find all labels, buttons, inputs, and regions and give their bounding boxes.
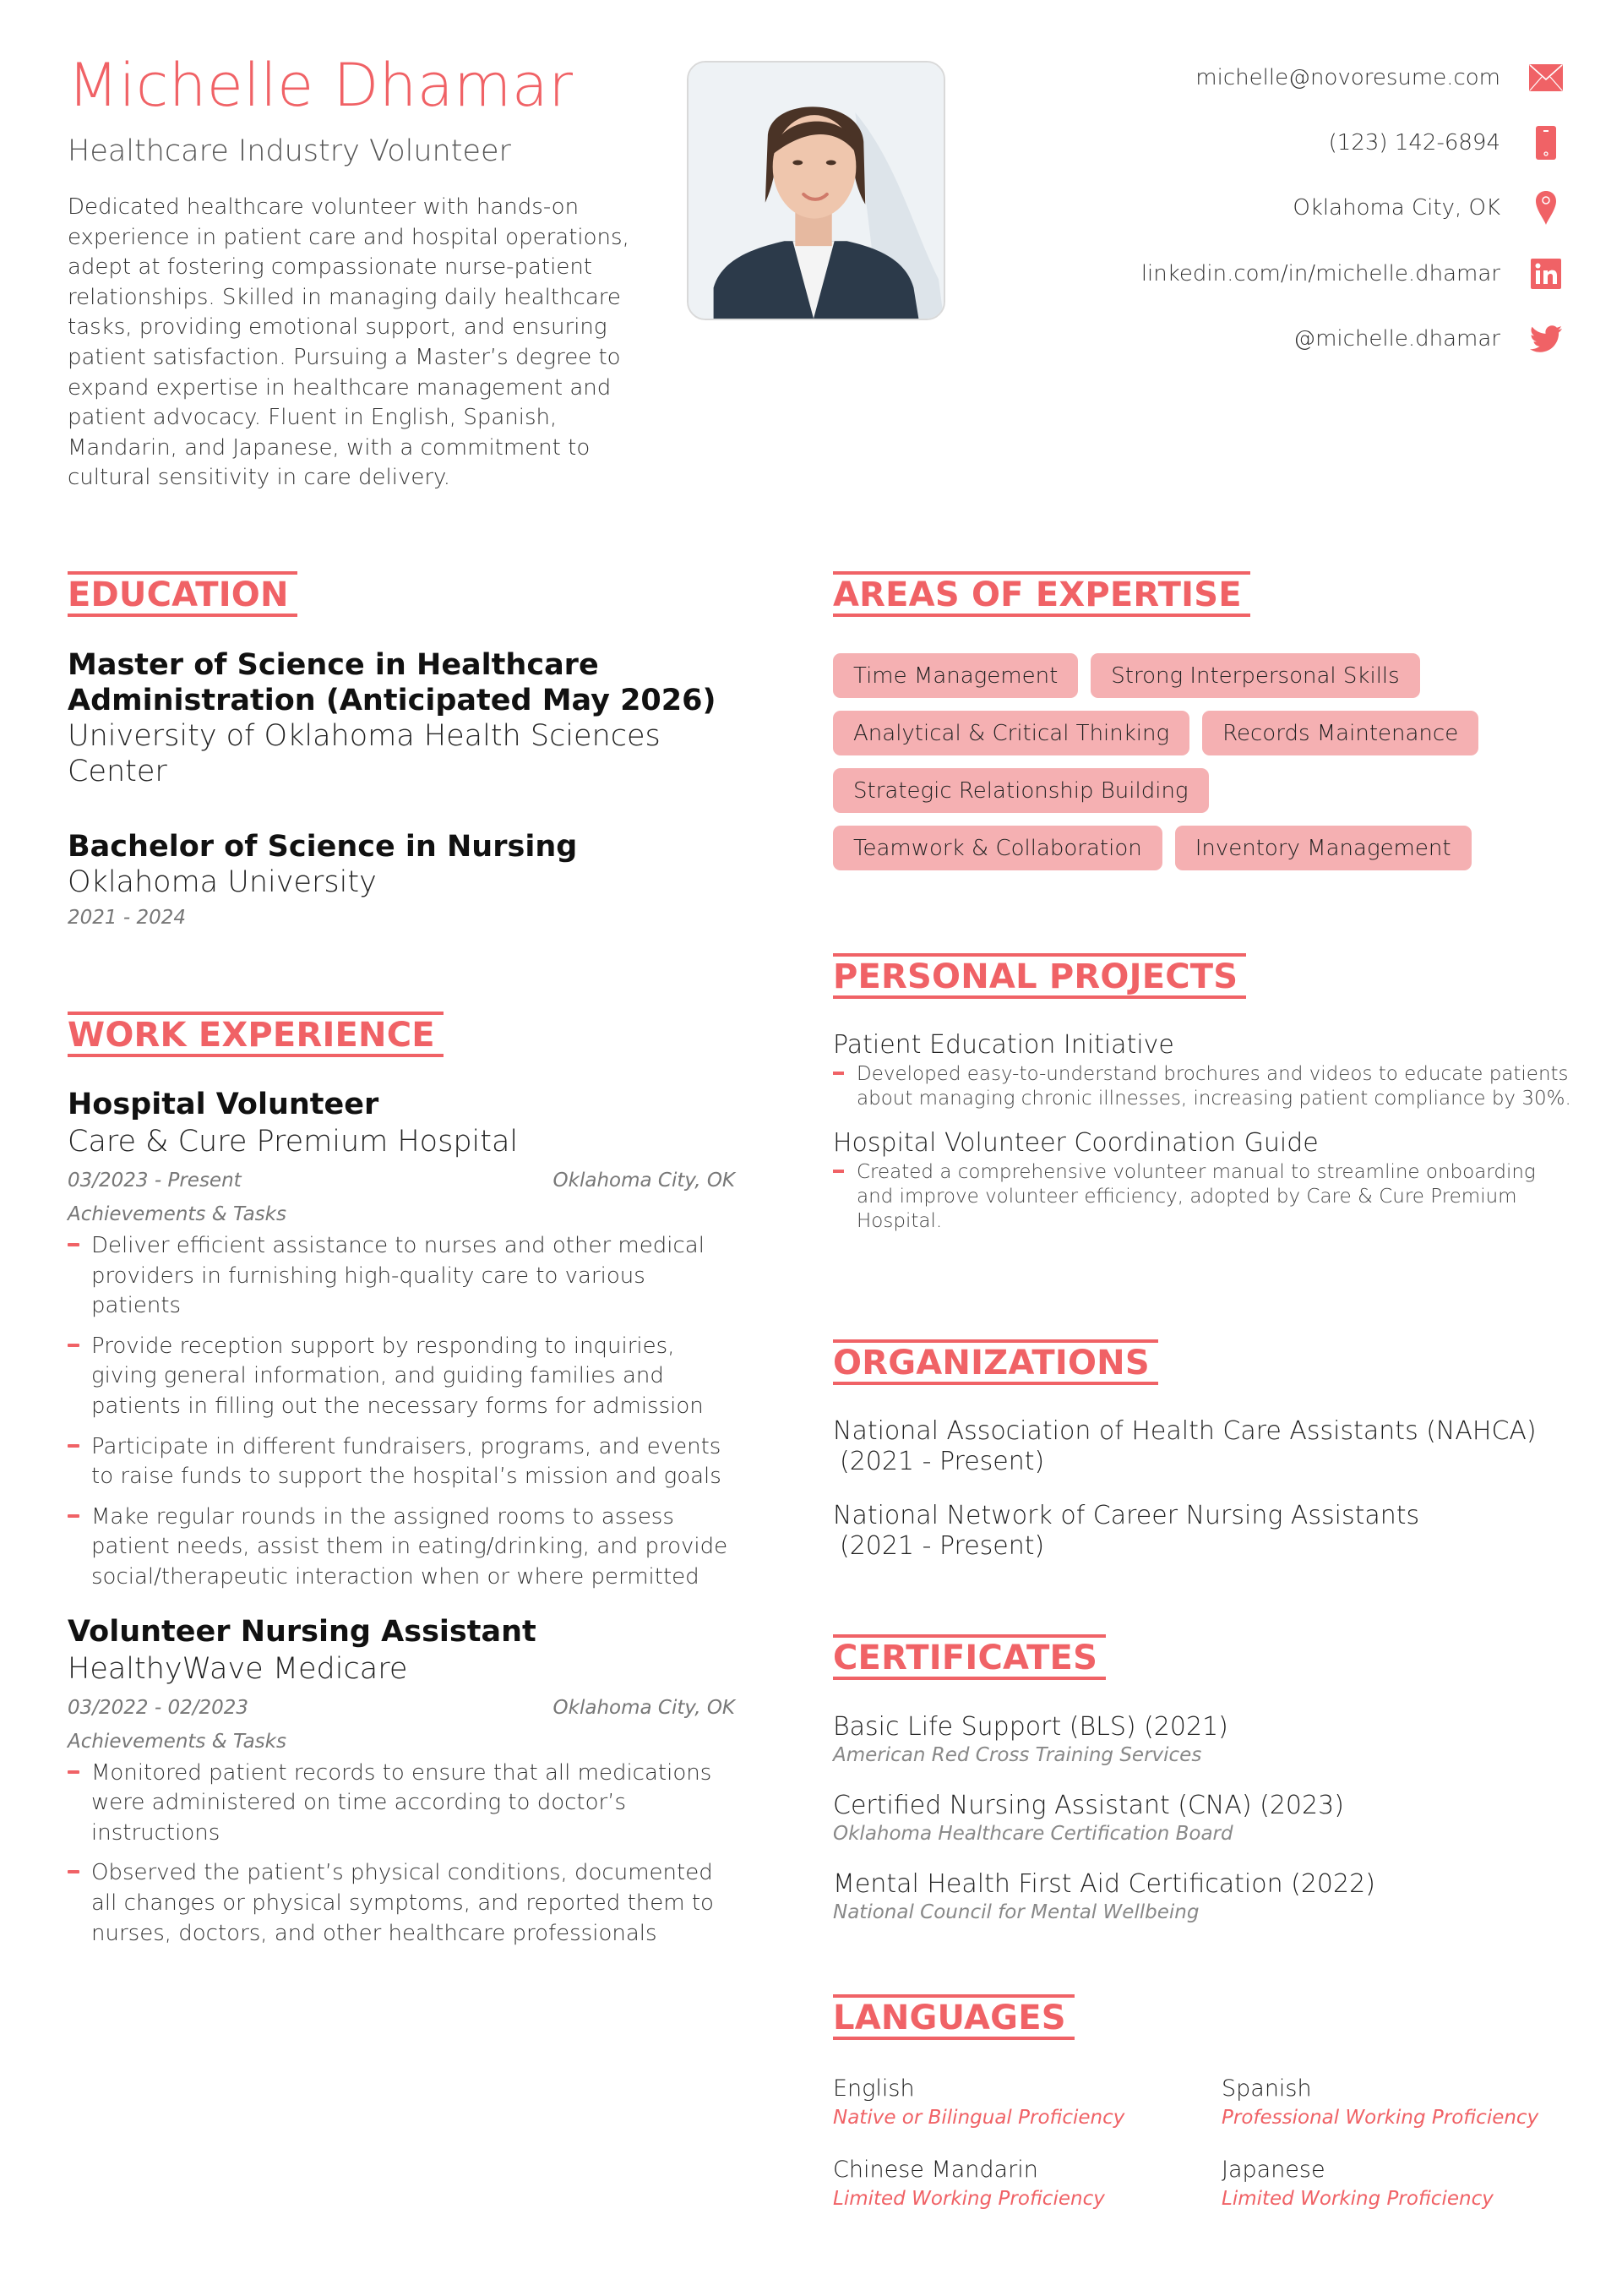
contact-linkedin[interactable] bbox=[1141, 257, 1563, 291]
bullet-text: Created a comprehensive volunteer manual to streamline onboarding and improve volunteer efficiency, adopted by Care & Cure Premium Hospital. bbox=[857, 1161, 1536, 1232]
job-entry bbox=[68, 1613, 735, 1950]
twitter-icon bbox=[1529, 322, 1563, 356]
language-level: Native or Bilingual Proficiency bbox=[833, 2107, 1125, 2129]
bullet-text: Observed the patient’s physical conditions, documented all changes or physical symptoms, and reported them to nurses, doctors, and other healthcare professionals bbox=[91, 1860, 714, 1946]
certificate-issuer: American Red Cross Training Services bbox=[833, 1744, 1202, 1766]
job-bullets bbox=[68, 1231, 735, 1593]
certificate-issuer: National Council for Mental Wellbeing bbox=[833, 1901, 1200, 1923]
project-item bbox=[833, 1126, 1576, 1234]
school-name: University of Oklahoma Health Sciences Center bbox=[68, 719, 661, 788]
skill-tag: Strategic Relationship Building bbox=[833, 768, 1209, 813]
company-name: HealthyWave Medicare bbox=[68, 1651, 408, 1686]
job-location: Oklahoma City, OK bbox=[552, 1696, 735, 1719]
job-title: Hospital Volunteer bbox=[68, 1088, 379, 1121]
bullet-item bbox=[68, 1502, 735, 1593]
degree-title: Bachelor of Science in Nursing bbox=[68, 830, 578, 864]
skill-tag: Teamwork & Collaboration bbox=[833, 826, 1162, 870]
contact-twitter[interactable] bbox=[1293, 322, 1563, 356]
organization-item bbox=[833, 1501, 1576, 1562]
dash-bullet-icon bbox=[68, 1514, 79, 1518]
skill-tag: Analytical & Critical Thinking bbox=[833, 711, 1189, 755]
contact-email[interactable] bbox=[1195, 61, 1563, 95]
achievements-label: Achievements & Tasks bbox=[68, 1730, 286, 1753]
education-dates: 2021 - 2024 bbox=[68, 907, 186, 929]
education-item bbox=[68, 829, 735, 930]
bullet-item bbox=[68, 1759, 735, 1849]
language-item bbox=[1222, 2074, 1576, 2131]
bullet-item bbox=[68, 1432, 735, 1492]
certificate-name: Basic Life Support (BLS) (2021) bbox=[833, 1712, 1228, 1742]
organization-item bbox=[833, 1416, 1576, 1477]
organization-name: National Network of Career Nursing Assistants bbox=[833, 1501, 1420, 1530]
bullet-text: Developed easy-to-understand brochures and videos to educate patients about managing chronic illnesses, increasing patient compliance by 30%. bbox=[857, 1063, 1571, 1110]
language-name: English bbox=[833, 2075, 915, 2102]
job-location: Oklahoma City, OK bbox=[552, 1170, 735, 1192]
languages-list bbox=[833, 2074, 1576, 2212]
expertise-heading: AREAS OF EXPERTISE bbox=[833, 571, 1250, 617]
certificate-name: Certified Nursing Assistant (CNA) (2023) bbox=[833, 1791, 1344, 1820]
contact-location bbox=[1293, 191, 1563, 225]
language-level: Professional Working Proficiency bbox=[1222, 2107, 1539, 2129]
portrait-illustration bbox=[689, 63, 944, 319]
contact-phone[interactable] bbox=[1329, 126, 1563, 160]
language-item bbox=[833, 2074, 1222, 2131]
job-title: Volunteer Nursing Assistant bbox=[68, 1614, 536, 1649]
contact-linkedin-text[interactable]: linkedin.com/in/michelle.dhamar bbox=[1140, 261, 1500, 286]
project-bullet bbox=[833, 1160, 1576, 1234]
linkedin-icon bbox=[1529, 257, 1563, 291]
bullet-text: Monitored patient records to ensure that all medications were administered on time according to doctor’s instructions bbox=[91, 1759, 712, 1846]
work-experience-heading: WORK EXPERIENCE bbox=[68, 1012, 444, 1057]
organization-period: (2021 - Present) bbox=[840, 1447, 1045, 1476]
profile-summary: Dedicated healthcare volunteer with hands-on experience in patient care and hospital operations, adept at fostering compassionate nurse-patient relationships. Skilled in managing daily healthcare tasks, providing emotional support, and ensuring patient satisfaction. Pursuing a Master’s degree to expand expertise in healthcare management and patient advocacy. Fluent in English, Spanish, Mandarin, and Japanese, with a commitment to cultural sensitivity in care delivery. bbox=[68, 194, 629, 491]
job-dates: 03/2023 - Present bbox=[68, 1170, 242, 1192]
contact-phone-text[interactable]: (123) 142-6894 bbox=[1328, 130, 1500, 155]
location-pin-icon bbox=[1529, 191, 1563, 225]
bullet-item bbox=[68, 1858, 735, 1949]
language-level: Limited Working Proficiency bbox=[833, 2188, 1105, 2210]
envelope-icon bbox=[1529, 61, 1563, 95]
dash-bullet-icon bbox=[68, 1444, 79, 1448]
education-heading: EDUCATION bbox=[68, 571, 297, 617]
language-item bbox=[833, 2155, 1222, 2212]
certificate-item bbox=[833, 1790, 1576, 1846]
dash-bullet-icon bbox=[833, 1170, 844, 1173]
skill-tag: Strong Interpersonal Skills bbox=[1091, 653, 1419, 698]
dash-bullet-icon bbox=[68, 1770, 79, 1774]
job-dates: 03/2022 - 02/2023 bbox=[68, 1696, 249, 1719]
organization-period: (2021 - Present) bbox=[840, 1531, 1045, 1561]
certificate-issuer: Oklahoma Healthcare Certification Board bbox=[833, 1823, 1233, 1845]
contact-location-text: Oklahoma City, OK bbox=[1293, 195, 1500, 221]
skill-tag: Records Maintenance bbox=[1202, 711, 1478, 755]
certificates-list bbox=[833, 1711, 1576, 1947]
projects-heading: PERSONAL PROJECTS bbox=[833, 953, 1246, 999]
dash-bullet-icon bbox=[833, 1072, 844, 1075]
bullet-text: Provide reception support by responding to inquiries, giving general information, and guiding families and patients in filling out the necessary forms for admission bbox=[91, 1333, 704, 1419]
project-title: Patient Education Initiative bbox=[833, 1030, 1174, 1060]
projects-list bbox=[833, 1028, 1576, 1234]
bullet-item bbox=[68, 1332, 735, 1422]
bullet-text: Participate in different fundraisers, programs, and events to raise funds to support the hospital’s mission and goals bbox=[91, 1433, 721, 1490]
language-name: Japanese bbox=[1222, 2157, 1325, 2183]
degree-title: Master of Science in Healthcare Administration (Anticipated May 2026) bbox=[68, 648, 716, 717]
project-bullet bbox=[833, 1062, 1576, 1111]
job-entry bbox=[68, 1086, 735, 1593]
dash-bullet-icon bbox=[68, 1870, 79, 1873]
certificate-item bbox=[833, 1868, 1576, 1924]
job-meta bbox=[68, 1164, 735, 1197]
project-title: Hospital Volunteer Coordination Guide bbox=[833, 1128, 1319, 1158]
skill-tag: Time Management bbox=[833, 653, 1078, 698]
organization-name: National Association of Health Care Assistants (NAHCA) bbox=[833, 1416, 1537, 1446]
education-list bbox=[68, 647, 735, 930]
organizations-heading: ORGANIZATIONS bbox=[833, 1339, 1158, 1385]
phone-icon bbox=[1529, 126, 1563, 160]
education-item bbox=[68, 647, 735, 789]
dash-bullet-icon bbox=[68, 1243, 79, 1246]
job-bullets bbox=[68, 1759, 735, 1950]
dash-bullet-icon bbox=[68, 1344, 79, 1347]
certificate-item bbox=[833, 1711, 1576, 1767]
candidate-title: Healthcare Industry Volunteer bbox=[68, 134, 511, 168]
project-item bbox=[833, 1028, 1576, 1111]
expertise-tags bbox=[833, 653, 1576, 870]
certificate-name: Mental Health First Aid Certification (2022) bbox=[833, 1869, 1375, 1899]
contact-email-text[interactable]: michelle@novoresume.com bbox=[1195, 65, 1500, 90]
certificates-heading: CERTIFICATES bbox=[833, 1634, 1106, 1680]
school-name: Oklahoma University bbox=[68, 865, 377, 899]
profile-photo bbox=[687, 61, 945, 320]
contact-twitter-text[interactable]: @michelle.dhamar bbox=[1293, 326, 1500, 352]
work-experience-list bbox=[68, 1086, 735, 1959]
language-item bbox=[1222, 2155, 1576, 2212]
skill-tag: Inventory Management bbox=[1175, 826, 1472, 870]
language-level: Limited Working Proficiency bbox=[1222, 2188, 1494, 2210]
bullet-item bbox=[68, 1231, 735, 1322]
achievements-label: Achievements & Tasks bbox=[68, 1203, 286, 1225]
languages-heading: LANGUAGES bbox=[833, 1994, 1075, 2040]
bullet-text: Make regular rounds in the assigned rooms to assess patient needs, assist them in eating/drinking, and provide social/therapeutic interaction when or where permitted bbox=[91, 1503, 728, 1590]
company-name: Care & Cure Premium Hospital bbox=[68, 1125, 519, 1159]
organizations-list bbox=[833, 1416, 1576, 1585]
job-meta bbox=[68, 1691, 735, 1725]
language-name: Spanish bbox=[1222, 2075, 1312, 2102]
language-name: Chinese Mandarin bbox=[833, 2157, 1038, 2183]
bullet-text: Deliver efficient assistance to nurses and other medical providers in furnishing high-quality care to various patients bbox=[91, 1233, 705, 1319]
candidate-name: Michelle Dhamar bbox=[68, 51, 574, 120]
